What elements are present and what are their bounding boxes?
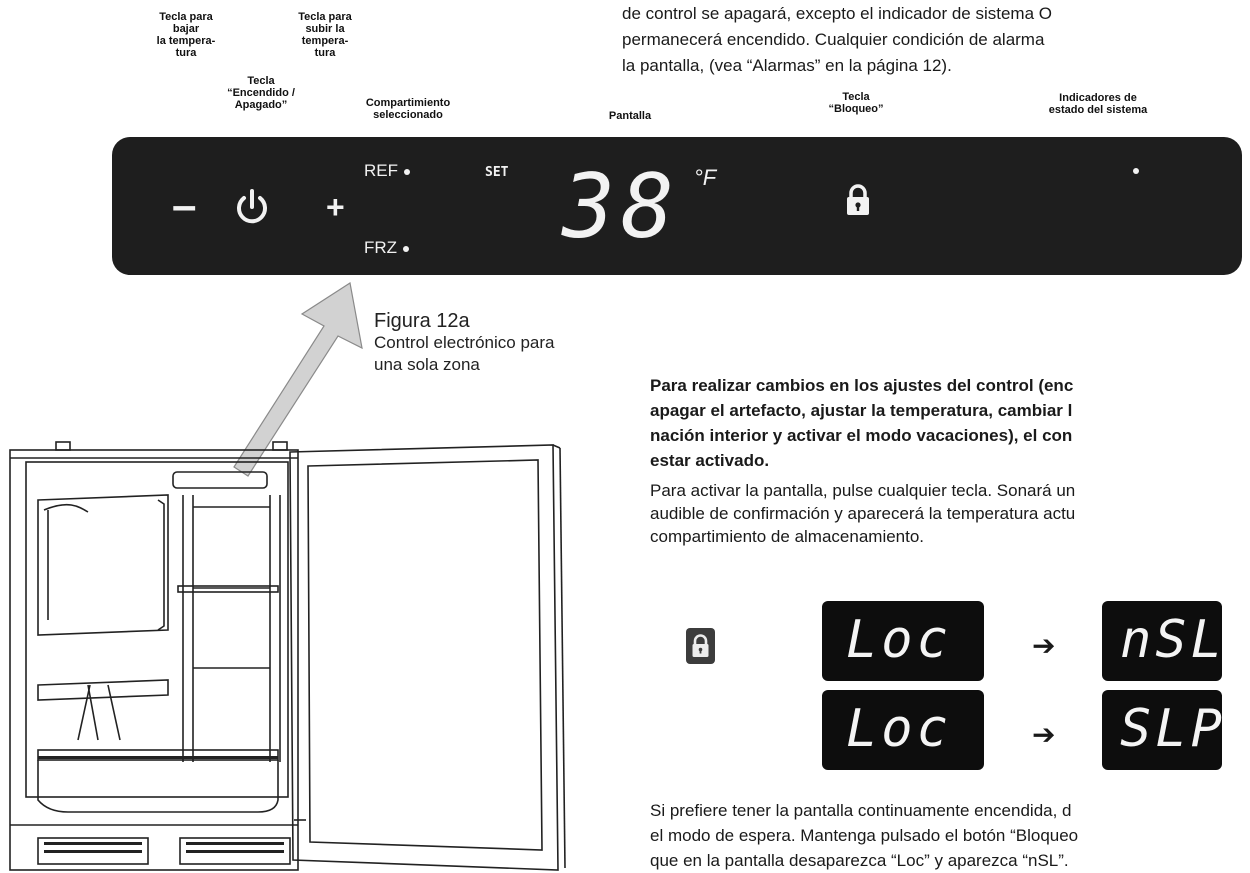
- refrigerator-illustration: [8, 440, 568, 873]
- para1-line-1: Para activar la pantalla, pulse cualquier tecla. Sonará un: [650, 481, 1076, 500]
- display-loc-1: [822, 601, 984, 681]
- control-panel: [112, 137, 1242, 275]
- lock-key-button: [686, 628, 715, 664]
- display-loc-1-text: Loc: [846, 610, 952, 670]
- bold-line-4: estar activado.: [650, 451, 770, 470]
- power-button[interactable]: [232, 187, 272, 227]
- ref-dot: [404, 169, 410, 175]
- intro-line-3: la pantalla, (vea “Alarmas” en la página 12).: [622, 56, 952, 75]
- paragraph-standby: [650, 798, 1250, 873]
- figure-caption-line-2: una sola zona: [374, 355, 480, 374]
- para1-line-2: audible de confirmación y aparecerá la temperatura actu: [650, 504, 1076, 523]
- para2-line-1: Si prefiere tener la pantalla continuamente encendida, d: [650, 801, 1072, 820]
- display-loc-2-text: Loc: [846, 699, 952, 759]
- power-icon: [232, 187, 272, 227]
- temperature-display: 38: [562, 155, 680, 258]
- display-nsl: [1102, 601, 1226, 681]
- intro-line-2: permanecerá encendido. Cualquier condición de alarma: [622, 30, 1045, 49]
- temp-up-button[interactable]: +: [326, 189, 345, 225]
- arrow-right-icon: ➔: [1032, 630, 1056, 661]
- lock-icon: [846, 184, 870, 216]
- intro-line-1: de control se apagará, excepto el indicador de sistema O: [622, 4, 1052, 23]
- callout-display: Pantalla: [608, 110, 652, 122]
- set-indicator: SET: [485, 165, 509, 180]
- lock-icon: [686, 628, 715, 664]
- temp-down-button[interactable]: –: [172, 181, 197, 230]
- display-slp: [1102, 690, 1226, 770]
- callout-temp-up: Tecla para subir la tempera- tura: [298, 11, 352, 59]
- callout-lock: Tecla “Bloqueo”: [828, 91, 884, 115]
- frz-label: FRZ: [364, 238, 398, 257]
- arrow-right-icon: ➔: [1032, 719, 1056, 750]
- temperature-unit: °F: [694, 165, 717, 190]
- bold-paragraph: [650, 373, 1250, 473]
- callout-compartment: Compartimiento seleccionado: [365, 97, 451, 121]
- para1-line-3: compartimiento de almacenamiento.: [650, 527, 925, 546]
- frz-dot: [403, 246, 409, 252]
- lock-button[interactable]: [846, 184, 870, 216]
- para2-line-2: el modo de espera. Mantenga pulsado el botón “Bloqueo: [650, 826, 1079, 845]
- para2-line-3: que en la pantalla desaparezca “Loc” y aparezca “nSL”.: [650, 851, 1069, 870]
- ref-label: REF: [364, 161, 398, 180]
- frz-indicator[interactable]: [364, 238, 409, 258]
- callout-status: Indicadores de estado del sistema: [1048, 92, 1148, 116]
- callout-temp-down: Tecla para bajar la tempera- tura: [156, 11, 216, 59]
- bold-line-2: apagar el artefacto, ajustar la temperatura, cambiar l: [650, 401, 1073, 420]
- ref-indicator[interactable]: [364, 161, 410, 181]
- bold-line-1: Para realizar cambios en los ajustes del control (enc: [650, 376, 1074, 395]
- figure-number: Figura 12a: [374, 310, 470, 332]
- paragraph-activate: [650, 479, 1250, 548]
- display-loc-2: [822, 690, 984, 770]
- callout-power: Tecla “Encendido / Apagado”: [227, 75, 295, 111]
- display-nsl-text: nSL: [1120, 610, 1226, 670]
- figure-caption: [374, 310, 554, 376]
- system-status-indicator: [1133, 168, 1139, 174]
- display-slp-text: SLP: [1120, 699, 1226, 759]
- bold-line-3: nación interior y activar el modo vacaciones), el con: [650, 426, 1073, 445]
- figure-caption-line-1: Control electrónico para: [374, 333, 555, 352]
